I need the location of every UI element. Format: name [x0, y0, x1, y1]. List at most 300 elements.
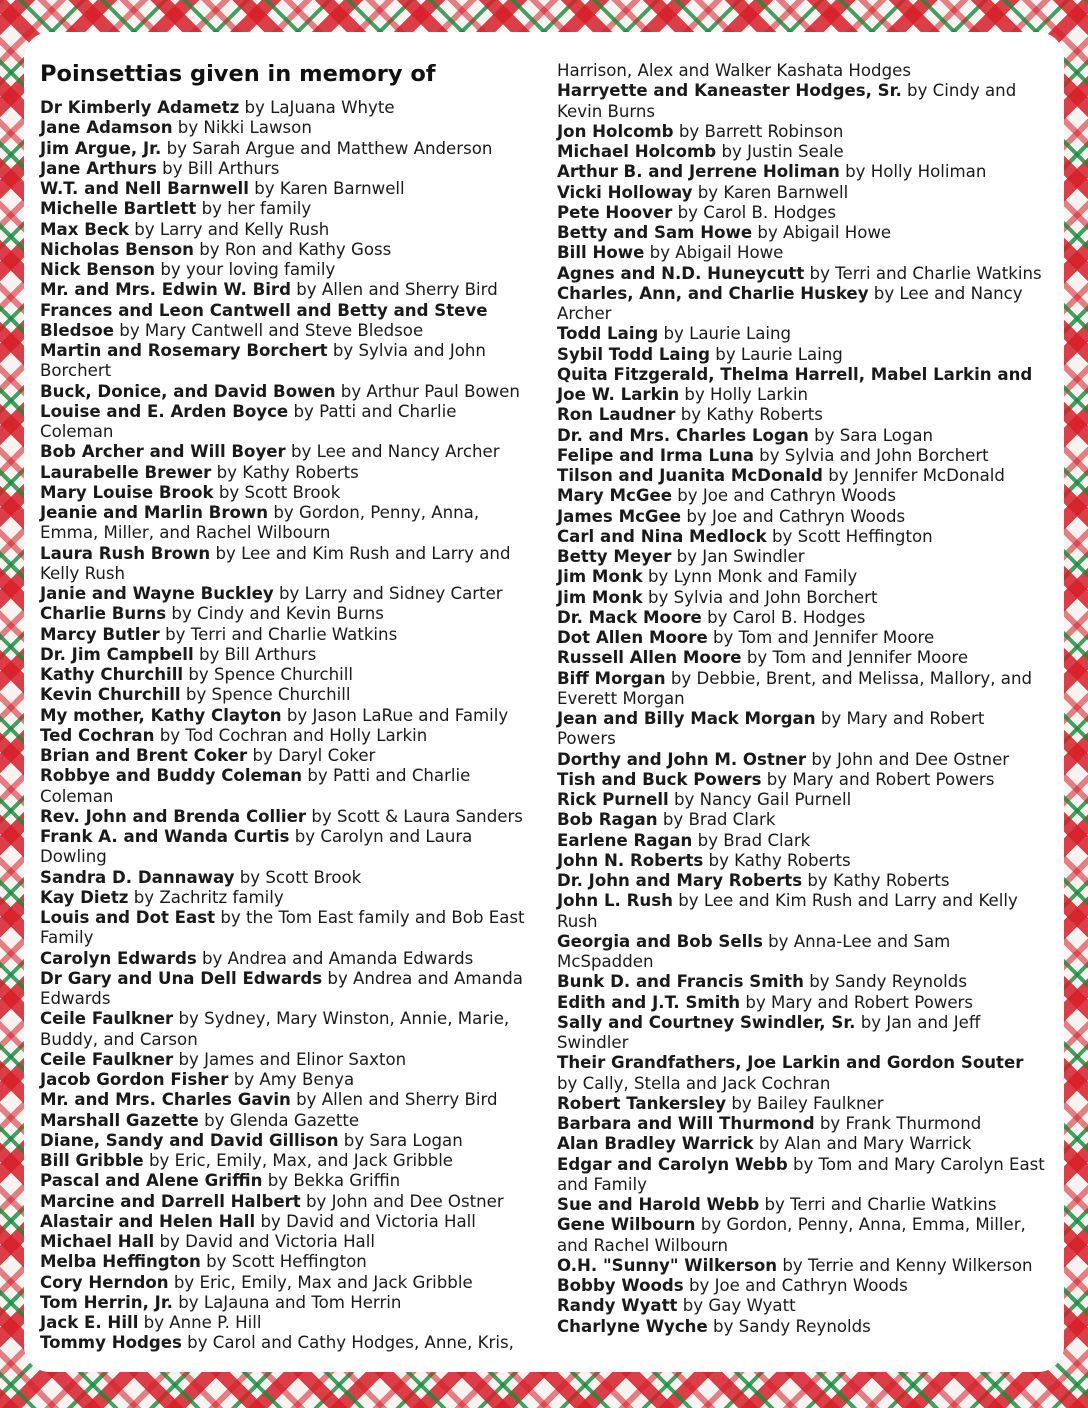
donor-text: by Mary and Robert Powers [766, 769, 995, 789]
memorial-entry [40, 888, 530, 908]
memorial-entry [557, 669, 1047, 710]
honoree-name: Their Grandfathers, Joe Larkin and Gordon Souter [557, 1053, 1024, 1073]
honoree-name: Carl and Nina Medlock [557, 526, 767, 546]
honoree-name: Arthur B. and Jerrene Holiman [557, 162, 840, 182]
honoree-name: Earlene Ragan [557, 830, 693, 850]
right-entry-list [557, 81, 1047, 1337]
honoree-name: Sally and Courtney Swindler, Sr. [557, 1012, 856, 1032]
donor-text: by Mary Cantwell and Steve Bledsoe [119, 320, 424, 340]
donor-text: by Patti and Charlie Coleman [40, 766, 471, 806]
honoree-name: Edgar and Carolyn Webb [557, 1154, 788, 1174]
memorial-entry [40, 240, 530, 260]
memorial-entry [557, 223, 1047, 243]
memorial-entry [557, 142, 1047, 162]
honoree-name: Jim Monk [557, 567, 643, 587]
memorial-entry [557, 608, 1047, 628]
honoree-name: Jon Holcomb [557, 121, 674, 141]
honoree-name: Diane, Sandy and David Gillison [40, 1130, 339, 1150]
honoree-name: Dr. Mack Moore [557, 607, 702, 627]
memorial-entry [40, 807, 530, 827]
memorial-entry [40, 544, 530, 585]
memorial-entry [557, 466, 1047, 486]
memorial-entry [557, 851, 1047, 871]
donor-text: by Gay Wyatt [682, 1296, 796, 1316]
honoree-name: Martin and Rosemary Borchert [40, 341, 328, 360]
memorial-entry [557, 932, 1047, 973]
honoree-name: Biff Morgan [557, 668, 666, 688]
memorial-entry [557, 507, 1047, 527]
honoree-name: Michelle Bartlett [40, 199, 197, 219]
donor-text: by Jason LaRue and Family [286, 705, 509, 725]
donor-text: by Eric, Emily, Max, and Jack Gribble [148, 1151, 454, 1170]
donor-text: by David and Victoria Hall [260, 1211, 476, 1231]
donor-text: by Amy Benya [233, 1070, 355, 1089]
honoree-name: Ron Laudner [557, 405, 676, 425]
honoree-name: Dr Kimberly Adametz [40, 98, 240, 117]
memorial-entry [40, 625, 530, 645]
donor-text: by Gordon, Penny, Anna, Emma, Miller, and Rachel Wilbourn [557, 1215, 1026, 1255]
donor-text: by Carol B. Hodges [677, 202, 836, 222]
memorial-entry [557, 345, 1047, 365]
honoree-name: Tommy Hodges [40, 1333, 182, 1353]
memorial-entry [40, 827, 530, 868]
memorial-entry [557, 81, 1047, 122]
honoree-name: Felipe and Irma Luna [557, 445, 754, 465]
honoree-name: John N. Roberts [557, 850, 704, 870]
donor-text: by Sylvia and John Borchert [759, 445, 989, 465]
memorial-entry [40, 503, 530, 544]
memorial-entry [557, 243, 1047, 263]
honoree-name: O.H. "Sunny" Wilkerson [557, 1255, 778, 1275]
honoree-name: Louise and E. Arden Boyce [40, 401, 289, 421]
donor-text: by Andrea and Amanda Edwards [202, 948, 474, 968]
honoree-name: Kevin Churchill [40, 685, 181, 705]
memorial-entry [557, 972, 1047, 992]
honoree-name: Edith and J.T. Smith [557, 992, 741, 1012]
honoree-name: Rev. John and Brenda Collier [40, 806, 307, 826]
memorial-entry [557, 1195, 1047, 1215]
honoree-name: Michael Hall [40, 1232, 155, 1251]
memorial-entry [40, 746, 530, 766]
honoree-name: Pete Hoover [557, 202, 673, 222]
honoree-name: Barbara and Will Thurmond [557, 1114, 815, 1133]
donor-text: by Sylvia and John Borchert [40, 341, 486, 381]
honoree-name: Buck, Donice, and David Bowen [40, 381, 336, 401]
memorial-entry [557, 446, 1047, 466]
memorial-entry [40, 766, 530, 807]
honoree-name: Kay Dietz [40, 887, 129, 907]
honoree-name: Betty Meyer [557, 547, 672, 566]
donor-text: by Holly Holiman [845, 162, 987, 182]
memorial-entry [40, 220, 530, 240]
donor-text: by Anne P. Hill [143, 1313, 262, 1332]
honoree-name: Mr. and Mrs. Charles Gavin [40, 1090, 291, 1110]
memorial-entry [40, 706, 530, 726]
memorial-entry [557, 993, 1047, 1013]
memorial-entry [557, 628, 1047, 648]
memorial-entry [40, 1009, 530, 1050]
donor-text: by Kathy Roberts [807, 871, 950, 890]
honoree-name: Marcine and Darrell Halbert [40, 1191, 301, 1211]
memorial-entry [40, 1232, 530, 1252]
honoree-name: Kathy Churchill [40, 665, 184, 684]
memorial-entry [40, 260, 530, 280]
donor-text: by Scott & Laura Sanders [311, 806, 523, 826]
honoree-name: Max Beck [40, 219, 129, 239]
honoree-name: Agnes and N.D. Huneycutt [557, 263, 805, 283]
honoree-name: Dr. John and Mary Roberts [557, 871, 803, 890]
memorial-entry [557, 264, 1047, 284]
honoree-name: Nick Benson [40, 260, 156, 279]
memorial-entry [557, 1134, 1047, 1154]
donor-text: by Lee and Nancy Archer [291, 442, 500, 462]
memorial-entry [557, 810, 1047, 830]
honoree-name: Ceile Faulkner [40, 1049, 174, 1069]
honoree-name: W.T. and Nell Barnwell [40, 179, 249, 198]
donor-text: by Cindy and Kevin Burns [557, 81, 1017, 121]
honoree-name: Jeanie and Marlin Brown [40, 503, 269, 522]
honoree-name: Russell Allen Moore [557, 648, 742, 668]
memorial-entry [40, 1151, 530, 1171]
memorial-entry [557, 750, 1047, 770]
honoree-name: Bunk D. and Francis Smith [557, 972, 804, 992]
donor-text: by Nancy Gail Purnell [674, 790, 852, 809]
memorial-entry [557, 1296, 1047, 1316]
memorial-entry [557, 203, 1047, 223]
memorial-entry [40, 1171, 530, 1191]
memorial-entry [40, 1111, 530, 1131]
honoree-name: James McGee [557, 506, 682, 526]
memorial-entry [40, 139, 530, 159]
donor-text: by Sydney, Mary Winston, Annie, Marie, Buddy, and Carson [40, 1009, 510, 1049]
memorial-entry [557, 1013, 1047, 1054]
donor-text: by Terri and Charlie Watkins [764, 1195, 997, 1214]
memorial-entry [557, 1155, 1047, 1196]
honoree-name: Jim Argue, Jr. [40, 138, 162, 158]
donor-text: by Laurie Laing [715, 344, 843, 364]
donor-text: by Gordon, Penny, Anna, Emma, Miller, and Rachel Wilbourn [40, 503, 480, 543]
donor-text: by Jan Swindler [676, 547, 805, 566]
memorial-entry [557, 365, 1047, 406]
memorial-entry [40, 726, 530, 746]
donor-text: by Tod Cochran and Holly Larkin [159, 725, 428, 745]
honoree-name: Michael Holcomb [557, 142, 717, 161]
honoree-name: Alastair and Helen Hall [40, 1211, 256, 1231]
memorial-entry [557, 162, 1047, 182]
memorial-entry [40, 1192, 530, 1212]
honoree-name: My mother, Kathy Clayton [40, 705, 282, 725]
donor-text: by Tom and Jennifer Moore [746, 648, 969, 668]
donor-text: by Sara Logan [814, 425, 934, 445]
memorial-entry [40, 118, 530, 138]
honoree-name: Jim Monk [557, 587, 643, 607]
memorial-entry [40, 483, 530, 503]
memorial-entry [557, 1256, 1047, 1276]
donor-text: by Lee and Kim Rush and Larry and Kelly Rush [557, 891, 1018, 931]
memorial-entry [557, 1053, 1047, 1094]
memorial-entry [40, 1333, 530, 1353]
memorial-entry [40, 382, 530, 402]
donor-text: by Bekka Griffin [267, 1171, 401, 1191]
memorial-entry [557, 1215, 1047, 1256]
donor-text: by Bill Arthurs [162, 158, 280, 178]
honoree-name: Pascal and Alene Griffin [40, 1171, 263, 1191]
donor-text: by LaJuana Whyte [244, 98, 395, 117]
donor-text: by Sarah Argue and Matthew Anderson [166, 138, 493, 158]
donor-text: by Joe and Cathryn Woods [686, 506, 906, 526]
memorial-entry [557, 122, 1047, 142]
memorial-entry [40, 1273, 530, 1293]
memorial-entry [40, 665, 530, 685]
honoree-name: Louis and Dot East [40, 908, 216, 927]
donor-text: by Debbie, Brent, and Melissa, Mallory, and Everett Morgan [557, 668, 1033, 708]
donor-text: by Sandy Reynolds [713, 1316, 871, 1336]
honoree-name: Dot Allen Moore [557, 628, 708, 647]
donor-text: by Bailey Faulkner [731, 1093, 884, 1113]
honoree-name: Laura Rush Brown [40, 543, 211, 563]
honoree-name: Laurabelle Brewer [40, 462, 212, 482]
memorial-entry [40, 442, 530, 462]
memorial-entry [557, 324, 1047, 344]
donor-text: by LaJauna and Tom Herrin [178, 1292, 402, 1312]
donor-text: by David and Victoria Hall [159, 1232, 375, 1251]
honoree-name: Bobby Woods [557, 1276, 684, 1295]
donor-text: by Kathy Roberts [216, 462, 359, 482]
memorial-entry [557, 183, 1047, 203]
honoree-name: Charlie Burns [40, 604, 167, 624]
donor-text: by Spence Churchill [185, 685, 351, 705]
donor-text: by Barrett Robinson [678, 121, 844, 141]
memorial-entry [40, 98, 530, 118]
donor-text: by Kathy Roberts [680, 405, 823, 425]
honoree-name: Jane Adamson [40, 118, 173, 138]
donor-text: by Joe and Cathryn Woods [677, 486, 897, 506]
memorial-entry [40, 402, 530, 443]
memorial-entry [40, 463, 530, 483]
donor-text: by Terri and Charlie Watkins [165, 624, 398, 644]
donor-text: by the Tom East family and Bob East Family [40, 908, 525, 948]
memorial-entry [40, 1090, 530, 1110]
memorial-entry [40, 341, 530, 382]
donor-text: by Brad Clark [697, 830, 811, 850]
honoree-name: Betty and Sam Howe [557, 223, 753, 242]
donor-text: by John and Dee Ostner [811, 749, 1010, 769]
honoree-name: Dr. Jim Campbell [40, 644, 194, 664]
donor-text: by Anna-Lee and Sam McSpadden [557, 931, 951, 971]
donor-text: by Eric, Emily, Max and Jack Gribble [173, 1272, 473, 1292]
donor-text: by Scott Brook [239, 867, 362, 887]
donor-text: by Brad Clark [662, 810, 776, 830]
honoree-name: Jane Arthurs [40, 158, 157, 178]
memorial-entry [557, 871, 1047, 891]
memorial-entry [557, 831, 1047, 851]
memorial-entry [40, 584, 530, 604]
donor-text: by Allen and Sherry Bird [296, 280, 498, 300]
honoree-name: Dr Gary and Una Dell Edwards [40, 968, 323, 988]
honoree-name: Ted Cochran [40, 725, 155, 745]
donor-text: by Terri and Charlie Watkins [809, 263, 1042, 283]
memorial-entry [40, 949, 530, 969]
honoree-name: Todd Laing [557, 324, 659, 344]
honoree-name: Bill Gribble [40, 1151, 144, 1170]
memorial-entry [40, 685, 530, 705]
honoree-name: Dorthy and John M. Ostner [557, 749, 807, 769]
donor-text: by Lynn Monk and Family [647, 567, 858, 587]
donor-text: by Arthur Paul Bowen [340, 381, 520, 401]
memorial-card [24, 32, 1064, 1372]
donor-text: by Jan and Jeff Swindler [557, 1012, 981, 1052]
donor-text: by Scott Heffington [206, 1252, 367, 1272]
donor-text: by Sylvia and John Borchert [647, 587, 878, 607]
memorial-entry [40, 1252, 530, 1272]
donor-text: by Lee and Kim Rush and Larry and Kelly Rush [40, 543, 511, 583]
donor-text: by Abigail Howe [649, 243, 784, 263]
donor-text: by Jennifer McDonald [828, 466, 1005, 485]
honoree-name: Ceile Faulkner [40, 1009, 174, 1029]
memorial-entry [40, 1070, 530, 1090]
honoree-name: Vicki Holloway [557, 182, 693, 202]
honoree-name: Georgia and Bob Sells [557, 931, 763, 951]
honoree-name: Sue and Harold Webb [557, 1195, 760, 1214]
donor-text: by Sara Logan [343, 1130, 463, 1150]
donor-text: by Abigail Howe [757, 223, 892, 242]
memorial-entry [557, 426, 1047, 446]
donor-text: by Mary and Robert Powers [557, 709, 985, 749]
memorial-entry [40, 199, 530, 219]
honoree-name: Marcy Butler [40, 624, 160, 644]
donor-text: by Scott Brook [218, 482, 341, 502]
memorial-entry [40, 1212, 530, 1232]
honoree-name: Tilson and Juanita McDonald [557, 466, 823, 485]
honoree-name: Melba Heffington [40, 1252, 201, 1272]
donor-text: by Carol and Cathy Hodges, Anne, Kris, [187, 1333, 514, 1353]
memorial-entry [40, 159, 530, 179]
donor-text: by Carol B. Hodges [707, 607, 866, 627]
honoree-name: Charlyne Wyche [557, 1316, 708, 1336]
honoree-name: Bob Ragan [557, 810, 658, 830]
honoree-name: Mary McGee [557, 486, 672, 506]
memorial-entry [40, 1131, 530, 1151]
donor-text: by Daryl Coker [252, 746, 376, 765]
memorial-entry [40, 301, 530, 342]
donor-text: by Tom and Mary Carolyn East and Family [557, 1154, 1045, 1194]
memorial-entry [557, 567, 1047, 587]
honoree-name: Jean and Billy Mack Morgan [557, 709, 816, 728]
page-title: Poinsettias given in memory of [40, 61, 436, 87]
honoree-name: Brian and Brent Coker [40, 746, 248, 765]
memorial-entry [40, 179, 530, 199]
memorial-entry [557, 790, 1047, 810]
honoree-name: Cory Herndon [40, 1272, 169, 1292]
honoree-name: Quita Fitzgerald, Thelma Harrell, Mabel Larkin and Joe W. Larkin [557, 364, 1033, 404]
donor-text: by Bill Arthurs [198, 644, 317, 664]
honoree-name: Rick Purnell [557, 790, 669, 809]
honoree-name: Harryette and Kaneaster Hodges, Sr. [557, 81, 902, 101]
memorial-entry [557, 486, 1047, 506]
donor-text: by Lee and Nancy Archer [557, 283, 1023, 323]
honoree-name: Frances and Leon Cantwell and Betty and Steve Bledsoe [40, 300, 488, 340]
honoree-name: Frank A. and Wanda Curtis [40, 827, 290, 846]
honoree-name: John L. Rush [557, 891, 673, 911]
donor-text: by James and Elinor Saxton [178, 1049, 407, 1069]
donor-text: by Cally, Stella and Jack Cochran [557, 1073, 831, 1093]
memorial-entry [557, 527, 1047, 547]
memorial-entry [40, 868, 530, 888]
honoree-name: Sandra D. Dannaway [40, 867, 235, 887]
honoree-name: Alan Bradley Warrick [557, 1134, 754, 1154]
honoree-name: Nicholas Benson [40, 239, 194, 259]
donor-text: by Larry and Sidney Carter [279, 584, 503, 603]
honoree-name: Tom Herrin, Jr. [40, 1292, 173, 1312]
memorial-entry [557, 1094, 1047, 1114]
donor-text: by Joe and Cathryn Woods [688, 1276, 908, 1295]
donor-text: by Laurie Laing [663, 324, 792, 344]
right-column [557, 61, 1047, 1337]
memorial-entry [557, 1317, 1047, 1337]
honoree-name: Bill Howe [557, 243, 645, 263]
honoree-name: Mary Louise Brook [40, 482, 214, 502]
donor-text: by Glenda Gazette [204, 1110, 360, 1130]
donor-text: by her family [201, 199, 312, 219]
memorial-entry [40, 908, 530, 949]
honoree-name: Jack E. Hill [40, 1313, 139, 1332]
honoree-name: Robbye and Buddy Coleman [40, 766, 303, 786]
honoree-name: Gene Wilbourn [557, 1215, 696, 1235]
memorial-entry [40, 1293, 530, 1313]
donor-text: by Patti and Charlie Coleman [40, 401, 457, 441]
memorial-entry [557, 891, 1047, 932]
honoree-name: Sybil Todd Laing [557, 344, 710, 364]
donor-text: by Frank Thurmond [819, 1114, 982, 1133]
donor-text: by Holly Larkin [684, 385, 808, 404]
donor-text: by Andrea and Amanda Edwards [40, 968, 523, 1008]
memorial-entry [40, 604, 530, 624]
donor-text: by Cindy and Kevin Burns [171, 604, 384, 624]
memorial-entry [557, 547, 1047, 567]
memorial-entry [557, 770, 1047, 790]
memorial-entry [40, 969, 530, 1010]
memorial-entry [557, 648, 1047, 668]
donor-text: by Carolyn and Laura Dowling [40, 827, 473, 867]
donor-text: by Justin Seale [721, 142, 844, 161]
memorial-entry [557, 284, 1047, 325]
donor-text: by Mary and Robert Powers [745, 992, 974, 1012]
honoree-name: Marshall Gazette [40, 1110, 199, 1130]
memorial-entry [557, 1114, 1047, 1134]
donor-text: by your loving family [160, 260, 336, 279]
donor-text: by Larry and Kelly Rush [134, 219, 330, 239]
honoree-name: Janie and Wayne Buckley [40, 584, 274, 603]
donor-text: by Allen and Sherry Bird [296, 1090, 498, 1110]
donor-text: by Alan and Mary Warrick [758, 1134, 972, 1154]
honoree-name: Randy Wyatt [557, 1296, 678, 1316]
donor-text: by Karen Barnwell [697, 182, 849, 202]
donor-text: by Sandy Reynolds [809, 972, 967, 992]
honoree-name: Carolyn Edwards [40, 948, 197, 968]
donor-text: by Ron and Kathy Goss [199, 239, 392, 259]
memorial-entry [557, 1276, 1047, 1296]
donor-text: by Zachritz family [133, 887, 284, 907]
donor-text: by Nikki Lawson [177, 118, 312, 138]
donor-text: by Scott Heffington [771, 526, 933, 546]
honoree-name: Mr. and Mrs. Edwin W. Bird [40, 280, 291, 300]
memorial-entry [40, 645, 530, 665]
memorial-entry [557, 588, 1047, 608]
donor-text: by Kathy Roberts [708, 850, 851, 870]
memorial-entry [557, 405, 1047, 425]
honoree-name: Tish and Buck Powers [557, 769, 762, 789]
honoree-name: Robert Tankersley [557, 1093, 727, 1113]
